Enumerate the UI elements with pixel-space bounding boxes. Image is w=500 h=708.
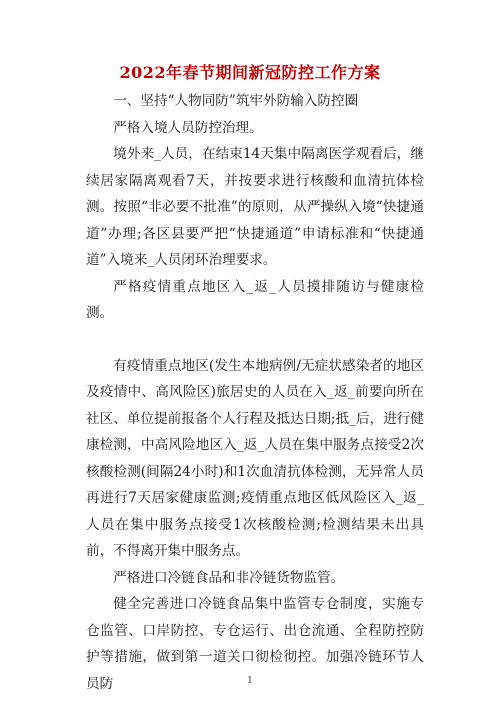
paragraph: 严格进口冷链食品和非冷链货物监管。 [113, 569, 345, 586]
paragraph: 严格入境人员防控治理。 [113, 119, 263, 136]
document-body [86, 88, 424, 697]
document-title: 2022年春节期间新冠防控工作方案 [119, 63, 381, 82]
paragraph: 境外来_人员，在结束14天集中隔离医学观看后，继续居家隔离观看7天，并按要求进行核酸和血清抗体检测。按照“非必要不批准”的原则，从严操纵入境“快捷通道”办理;各区县要严把“快捷通道”申请标准和“快捷通道”入境来_人员闭环治理要求。 [86, 146, 424, 268]
paragraph: 有疫情重点地区(发生本地病例/无症状感染者的地区及疫情中、高风险区)旅居史的人员在入_返_前要向所在社区、单位提前报备个人行程及抵达日期;抵_后，进行健康检测，中高风险地区入_返_人员在集中服务点接受2次核酸检测(间隔24小时)和1次血清抗体检测，无异常人员再进行7天居家健康监测;疫情重点地区低风险区入_返_人员在集中服务点接受1次核酸检测;检测结果未出具前，不得离开集中服务点。 [86, 357, 424, 559]
section-heading: 一、坚持“人物同防”筑牢外防输入防控圈 [113, 93, 359, 109]
paragraph: 严格疫情重点地区入_返_人员摸排随访与健康检测。 [86, 278, 424, 321]
paragraph-spacer [86, 327, 424, 353]
paragraph: 健全完善进口冷链食品集中监管专仓制度，实施专仓监管、口岸防控、专仓运行、出仓流通、全程防控防护等措施，做到第一道关口彻检彻控。加强冷链环节人员防 [86, 596, 424, 692]
page-number: 1 [247, 676, 253, 686]
